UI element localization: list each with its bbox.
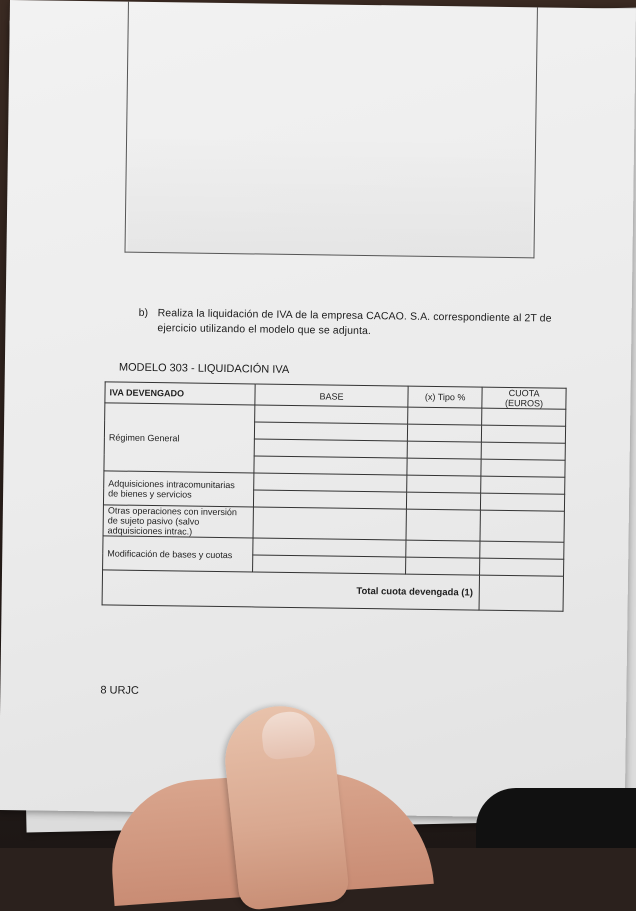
- header-iva-devengado: IVA DEVENGADO: [105, 382, 255, 405]
- header-cuota-line1: CUOTA: [508, 388, 540, 399]
- table-cell: [482, 408, 566, 426]
- iva-table: [102, 381, 567, 611]
- table-cell: [481, 425, 565, 443]
- table-cell: [253, 507, 407, 540]
- table-cell: [253, 473, 407, 492]
- table-cell: [408, 407, 482, 425]
- table-cell: [407, 458, 481, 476]
- answer-box-shadow: [127, 132, 533, 258]
- row-label-adquisiciones: [103, 471, 253, 507]
- table-cell: [480, 510, 564, 542]
- table-cell: [480, 541, 564, 559]
- table-cell: [481, 476, 565, 494]
- table-cell: [253, 538, 407, 557]
- form-title: MODELO 303 - LIQUIDACIÓN IVA: [118, 361, 290, 376]
- table-cell: [406, 540, 480, 558]
- table-cell: [254, 405, 408, 424]
- question-label: b): [138, 306, 149, 319]
- row-label-modificacion: Modificación de bases y cuotas: [103, 536, 253, 572]
- total-label: Total cuota devengada (1): [102, 570, 480, 610]
- answer-box: [124, 2, 537, 259]
- otras-line2: de sujeto pasivo (salvo: [107, 515, 200, 527]
- dark-object-corner: [476, 788, 636, 848]
- table-cell: [254, 456, 408, 475]
- otras-line1: Otras operaciones con inversión: [107, 505, 238, 518]
- total-value-cell: [479, 575, 563, 611]
- table-cell: [480, 558, 564, 576]
- header-cuota: [482, 387, 566, 409]
- table-cell: [407, 475, 481, 493]
- header-tipo: (x) Tipo %: [408, 386, 482, 408]
- question-line-2: ejercicio utilizando el modelo que se adjunta.: [157, 322, 372, 338]
- table-cell: [253, 490, 407, 509]
- row-label-otras-operaciones: [103, 505, 253, 538]
- adquisiciones-line2: de bienes y servicios: [108, 487, 192, 500]
- table-cell: [481, 493, 565, 511]
- table-cell: [252, 555, 406, 574]
- table-cell: [407, 492, 481, 510]
- table-cell: [481, 442, 565, 460]
- header-base: BASE: [255, 384, 409, 407]
- table-cell: [406, 509, 480, 541]
- table-cell: [406, 557, 480, 575]
- table-cell: [254, 422, 408, 441]
- total-row: [102, 570, 563, 611]
- row-label-regimen-general: Régimen General: [104, 403, 255, 473]
- table-cell: [254, 439, 408, 458]
- table-cell: [408, 424, 482, 442]
- header-cuota-line2: (EUROS): [504, 397, 544, 409]
- adquisiciones-line1: Adquisiciones intracomunitarias: [108, 477, 235, 490]
- question-line-1: Realiza la liquidación de IVA de la empresa CACAO. S.A. correspondiente al 2T de: [157, 307, 552, 325]
- otras-line3: adquisiciones intrac.): [107, 525, 193, 537]
- page-footer: 8 URJC: [100, 684, 139, 697]
- table-cell: [481, 459, 565, 477]
- table-cell: [407, 441, 481, 459]
